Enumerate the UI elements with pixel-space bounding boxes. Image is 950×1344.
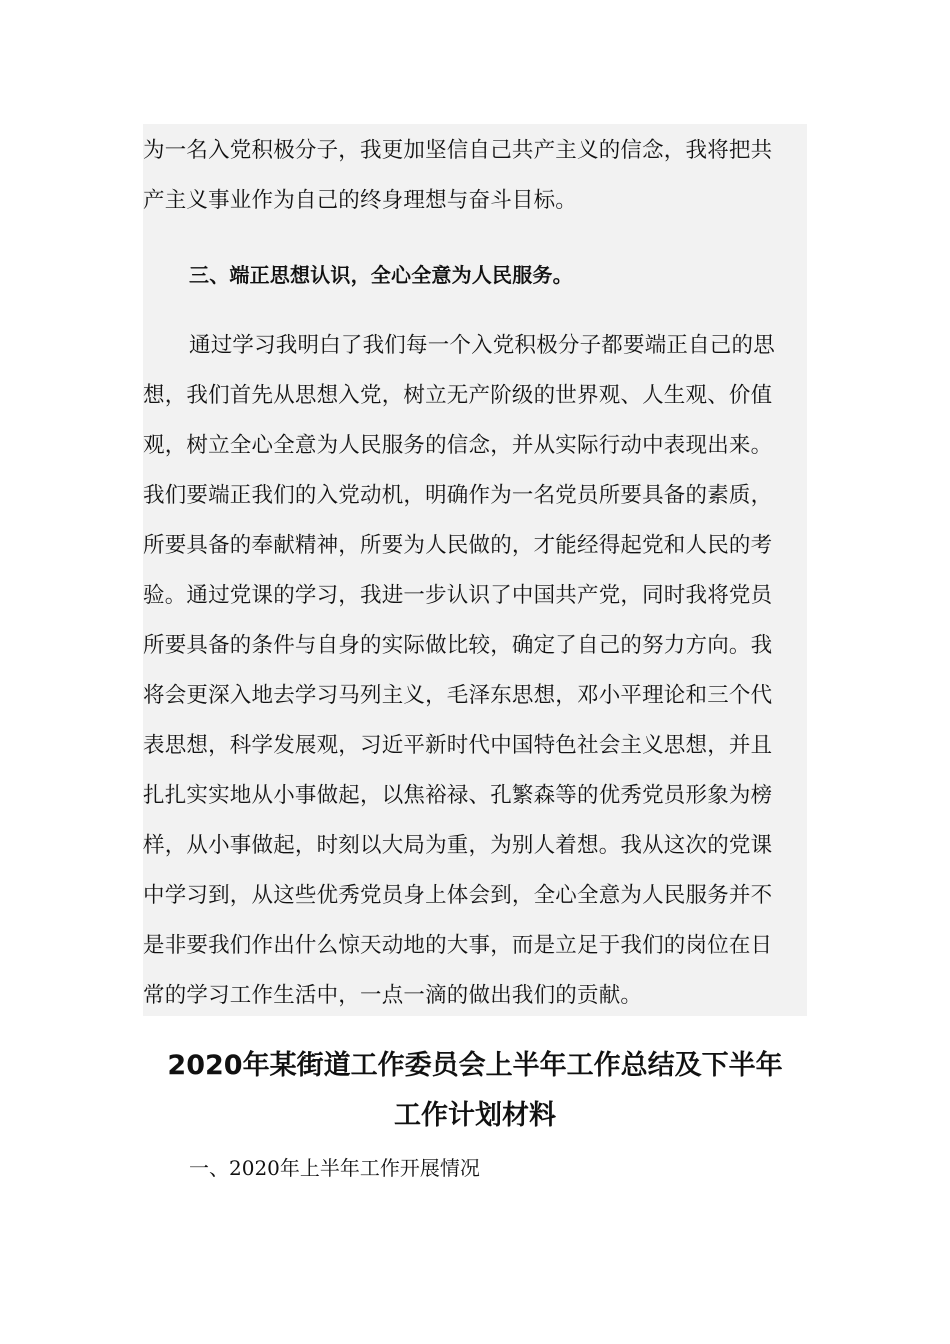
section-one-heading: 一、2020年上半年工作开展情况 [189, 1156, 480, 1180]
paragraph-line: 所要具备的奉献精神，所要为人民做的，才能经得起党和人民的考 [143, 533, 773, 558]
paragraph-line: 扎扎实实地从小事做起，以焦裕禄、孔繁森等的优秀党员形象为榜 [143, 783, 773, 808]
paragraph-line: 所要具备的条件与自身的实际做比较，确定了自己的努力方向。我 [143, 633, 773, 658]
document-title-line-1: 2020年某街道工作委员会上半年工作总结及下半年 [167, 1050, 783, 1081]
document-title-line-2: 工作计划材料 [394, 1100, 556, 1131]
paragraph-line: 常的学习工作生活中，一点一滴的做出我们的贡献。 [143, 983, 643, 1008]
paragraph-line: 观，树立全心全意为人民服务的信念，并从实际行动中表现出来。 [143, 433, 773, 458]
paragraph-line: 将会更深入地去学习马列主义，毛泽东思想，邓小平理论和三个代 [143, 683, 773, 708]
paragraph-line: 通过学习我明白了我们每一个入党积极分子都要端正自己的思 [189, 333, 775, 358]
paragraph-line: 样，从小事做起，时刻以大局为重，为别人着想。我从这次的党课 [143, 833, 773, 858]
paragraph-line: 我们要端正我们的入党动机，明确作为一名党员所要具备的素质， [143, 483, 773, 508]
paragraph-line: 为一名入党积极分子，我更加坚信自己共产主义的信念，我将把共 [143, 138, 773, 163]
paragraph-line: 验。通过党课的学习，我进一步认识了中国共产党，同时我将党员 [143, 583, 773, 608]
paragraph-line: 表思想，科学发展观，习近平新时代中国特色社会主义思想，并且 [143, 733, 773, 758]
paragraph-line: 产主义事业作为自己的终身理想与奋斗目标。 [143, 188, 578, 213]
section-three-heading: 三、端正思想认识，全心全意为人民服务。 [189, 263, 573, 287]
paragraph-line: 想，我们首先从思想入党，树立无产阶级的世界观、人生观、价值 [143, 383, 773, 408]
paragraph-line: 是非要我们作出什么惊天动地的大事，而是立足于我们的岗位在日 [143, 933, 773, 958]
paragraph-line: 中学习到，从这些优秀党员身上体会到，全心全意为人民服务并不 [143, 883, 773, 908]
